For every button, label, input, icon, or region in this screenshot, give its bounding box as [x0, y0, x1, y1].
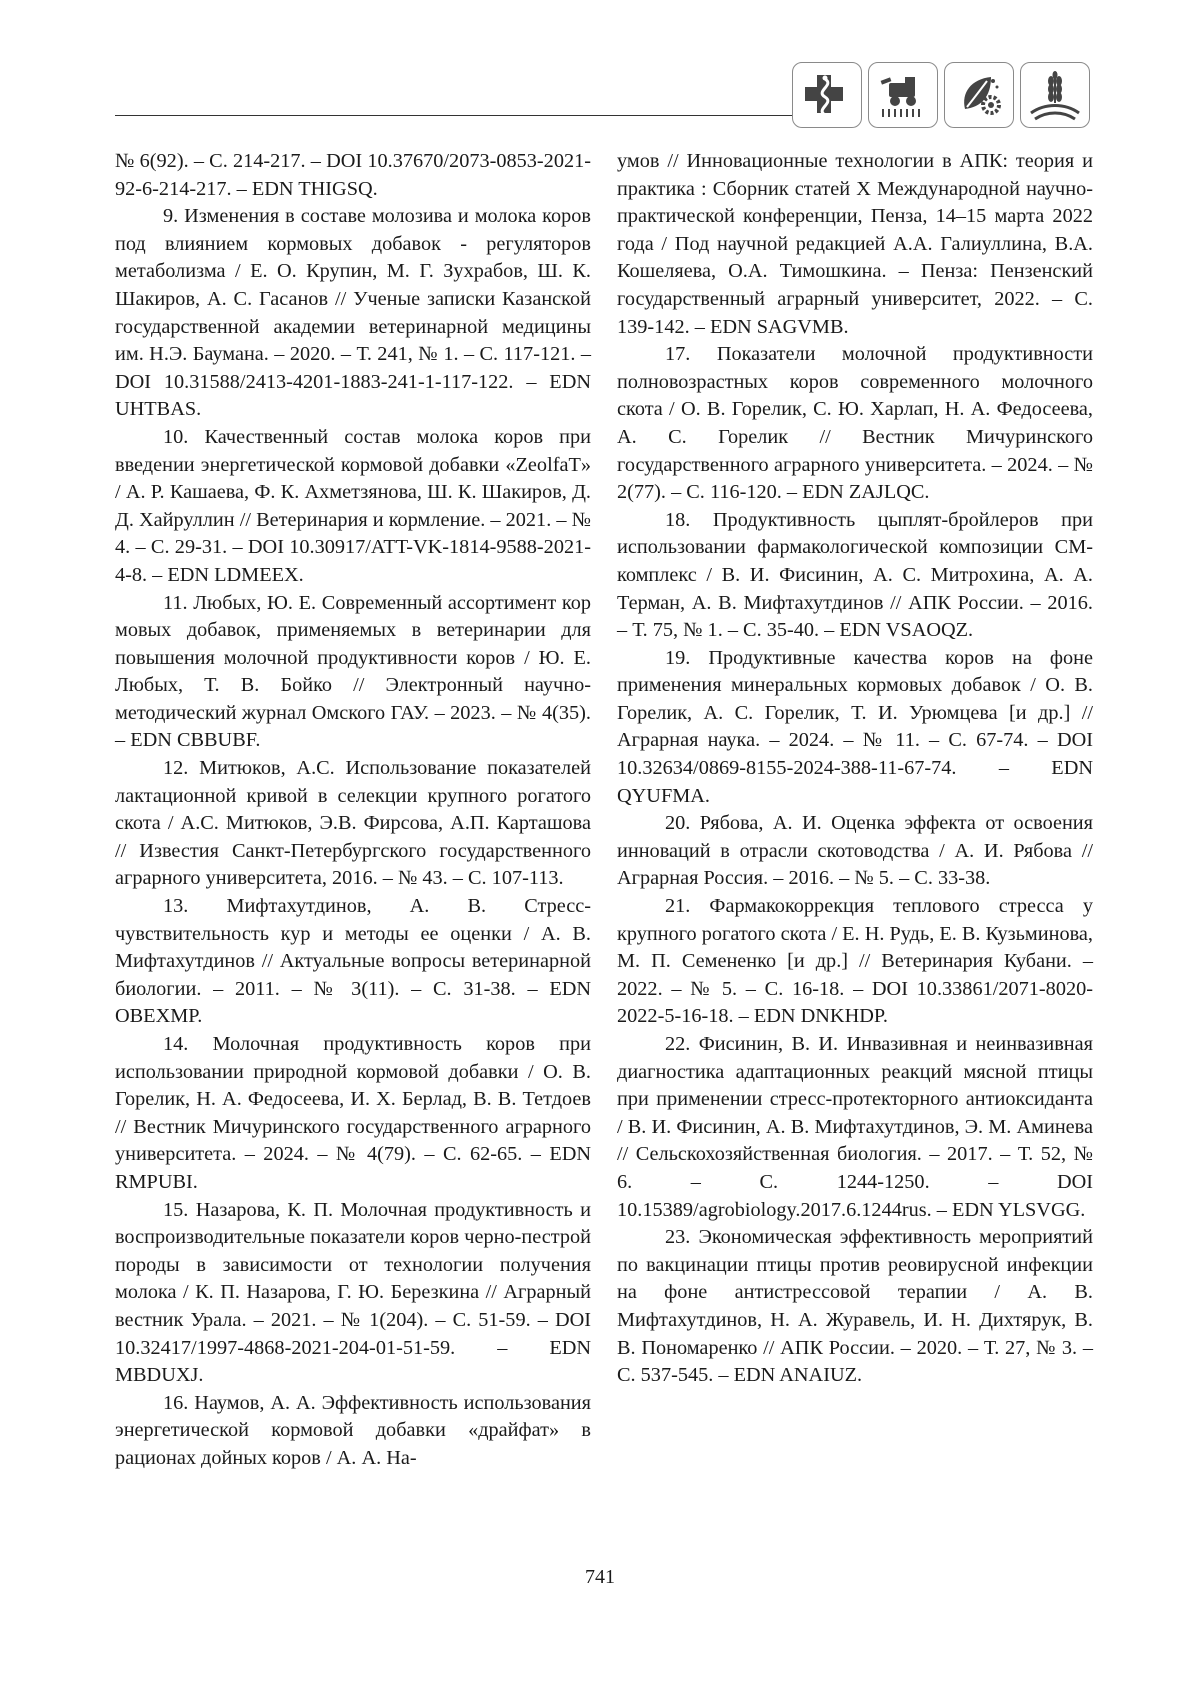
reference-item: 10. Качественный состав молока коров при введении энергетической кормовой добавки «ZeolfaT» / А. Р. Кашаева, Ф. К. Ахметзянова, Ш. К. Шакиров, Д. Д. Хайруллин // Ветеринария и кормление. – 2021. – № 4. – С. 29-31. – DOI 10.30917/ATT-VK-1814-9588-2021-4-8. – EDN LDMEEX.	[115, 425, 591, 586]
reference-item: 12. Митюков, А.С. Использование показателей лактационной кривой в селекции крупного рогатого скота / А.С. Митюков, Э.В. Фирсова, А.П. Карташова // Известия Санкт-Петербургского государственного аграрного университета, 2016. – № 43. – С. 107-113.	[115, 757, 591, 890]
reference-item: 11. Любых, Ю. Е. Современный ассортимент кор мовых добавок, применяемых в ветеринарии для повышения молочной продуктивности коров / Ю. Е. Любых, Т. В. Бойко // Электронный научно-методический журнал Омского ГАУ. – 2023. – № 4(35). – EDN CBBUBF.	[115, 591, 591, 752]
leaf-gear-icon	[944, 62, 1014, 128]
reference-item: 18. Продуктивность цыплят-бройлеров при использовании фармакологической композиции СМ-комплекс / В. И. Фисинин, А. С. Митрохина, А. А. Терман, А. В. Мифтахутдинов // АПК России. – 2016. – Т. 75, № 1. – С. 35-40. – EDN VSAOQZ.	[617, 508, 1093, 642]
combine-harvester-icon	[868, 62, 938, 128]
header-rule	[115, 115, 795, 116]
header-icons	[792, 62, 1090, 128]
reference-item: 19. Продуктивные качества коров на фоне применения минеральных кормовых добавок / О. В. Горелик, А. С. Горелик, Т. И. Урюмцева [и др.] // Аграрная наука. – 2024. – № 11. – С. 67-74. – DOI 10.32634/0869-8155-2024-388-11-67-74. – EDN QYUFMA.	[617, 646, 1093, 807]
right-column	[617, 148, 1093, 1390]
reference-continuation: № 6(92). – С. 214-217. – DOI 10.37670/2073-0853-2021-92-6-214-217. – EDN THIGSQ.	[115, 150, 591, 200]
reference-item: 13. Мифтахутдинов, А. В. Стресс-чувствительность кур и методы ее оценки / А. В. Мифтахутдинов // Актуальные вопросы ветеринарной биологии. – 2011. – № 3(11). – С. 31-38. – EDN OBEXMP.	[115, 895, 591, 1028]
reference-item: 20. Рябова, А. И. Оценка эффекта от освоения инноваций в отрасли скотоводства / А. И. Рябова // Аграрная Россия. – 2016. – № 5. – С. 33-38.	[617, 812, 1093, 890]
reference-item: 14. Молочная продуктивность коров при использовании природной кормовой добавки / О. В. Горелик, Н. А. Федосеева, И. Х. Берлад, В. В. Тетдоев // Вестник Мичуринского государственного аграрного университета. – 2024. – № 4(79). – С. 62-65. – EDN RMPUBI.	[115, 1033, 591, 1193]
reference-item: 21. Фармакокоррекция теплового стресса у крупного рогатого скота / Е. Н. Рудь, Е. В. Кузьминова, М. П. Семененко [и др.] // Ветеринария Кубани. – 2022. – № 5. – С. 16-18. – DOI 10.33861/2071-8020-2022-5-16-18. – EDN DNKHDP.	[617, 895, 1093, 1028]
reference-item: 16. Наумов, А. А. Эффективность использования энергетической кормовой добавки «драйфат» в рационах дойных коров / А. А. На-	[115, 1391, 591, 1469]
reference-item: 15. Назарова, К. П. Молочная продуктивность и воспроизводительные показатели коров черно-пестрой породы в зависимости от технологии получения молока / К. П. Назарова, Г. Ю. Березкина // Аграрный вестник Урала. – 2021. – № 1(204). – С. 51-59. – DOI 10.32417/1997-4868-2021-204-01-51-59. – EDN MBDUXJ.	[115, 1198, 591, 1387]
reference-item: 23. Экономическая эффективность мероприятий по вакцинации птицы против реовирусной инфекции на фоне антистрессовой терапии / А. В. Мифтахутдинов, Н. А. Журавель, И. Н. Дихтярук, В. В. Пономаренко // АПК России. – 2020. – Т. 27, № 3. – С. 537-545. – EDN ANAIUZ.	[617, 1226, 1093, 1387]
reference-item: 9. Изменения в составе молозива и молока коров под влиянием кормовых добавок - регуляторов метаболизма / Е. О. Крупин, М. Г. Зухрабов, Ш. К. Шакиров, А. С. Гасанов // Ученые записки Казанской государственной академии ветеринарной медицины им. Н.Э. Баумана. – 2020. – Т. 241, № 1. – С. 117-121. – DOI 10.31588/2413-4201-1883-241-1-117-122. – EDN UHTBAS.	[115, 205, 591, 421]
wheat-field-icon	[1020, 62, 1090, 128]
medical-cross-snake-icon	[792, 62, 862, 128]
left-column	[115, 148, 591, 1473]
reference-item: 17. Показатели молочной продуктивности полновозрастных коров современного молочного скота / О. В. Горелик, С. Ю. Харлап, Н. А. Федосеева, А. С. Горелик // Вестник Мичуринского государственного аграрного университета. – 2024. – № 2(77). – С. 116-120. – EDN ZAJLQC.	[617, 343, 1093, 504]
reference-continuation: умов // Инновационные технологии в АПК: теория и практика : Сборник статей X Международной научно-практической конференции, Пенза, 14–15 марта 2022 года / Под научной редакцией А.А. Галиуллина, В.А. Кошеляева, О.А. Тимошкина. – Пенза: Пензенский государственный аграрный университет, 2022. – С. 139-142. – EDN SAGVMB.	[617, 150, 1093, 338]
reference-item: 22. Фисинин, В. И. Инвазивная и неинвазивная диагностика адаптационных реакций мясной птицы при применении стресс-протекторного антиоксиданта / В. И. Фисинин, А. В. Мифтахутдинов, Э. М. Аминева // Сельскохозяйственная биология. – 2017. – Т. 52, № 6. – С. 1244-1250. – DOI 10.15389/agrobiology.2017.6.1244rus. – EDN YLSVGG.	[617, 1033, 1093, 1221]
page-number: 741	[585, 1566, 615, 1588]
